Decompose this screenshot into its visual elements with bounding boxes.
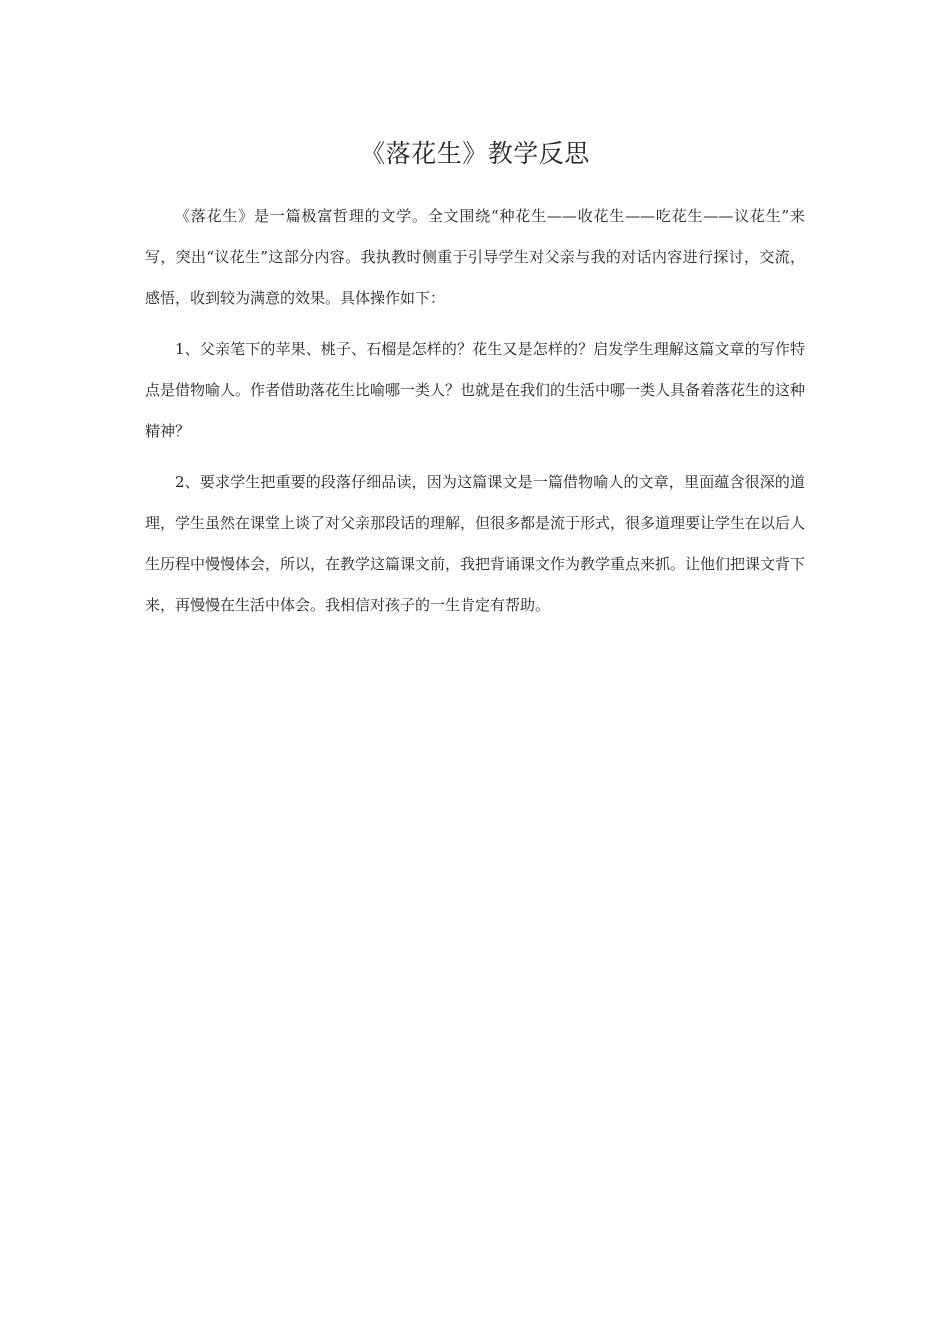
paragraph-intro: 《落花生》是一篇极富哲理的文学。全文围绕“种花生——收花生——吃花生——议花生”来写，突出“议花生”这部分内容。我执教时侧重于引导学生对父亲与我的对话内容进行探讨，交流，感悟，收到较为满意的效果。具体操作如下： — [145, 207, 805, 307]
paragraph-point-1: 1、父亲笔下的苹果、桃子、石榴是怎样的？花生又是怎样的？启发学生理解这篇文章的写作特点是借物喻人。作者借助落花生比喻哪一类人？也就是在我们的生活中哪一类人具备着落花生的这种精神？ — [145, 340, 806, 440]
document-title: 《落花生》教学反思 — [360, 139, 590, 168]
document-body — [145, 196, 805, 636]
paragraph-point-2: 2、要求学生把重要的段落仔细品读，因为这篇课文是一篇借物喻人的文章，里面蕴含很深的道理，学生虽然在课堂上谈了对父亲那段话的理解，但很多都是流于形式，很多道理要让学生在以后人生历程中慢慢体会，所以，在教学这篇课文前，我把背诵课文作为教学重点来抓。让他们把课文背下来，再慢慢在生活中体会。我相信对孩子的一生肯定有帮助。 — [145, 473, 806, 614]
